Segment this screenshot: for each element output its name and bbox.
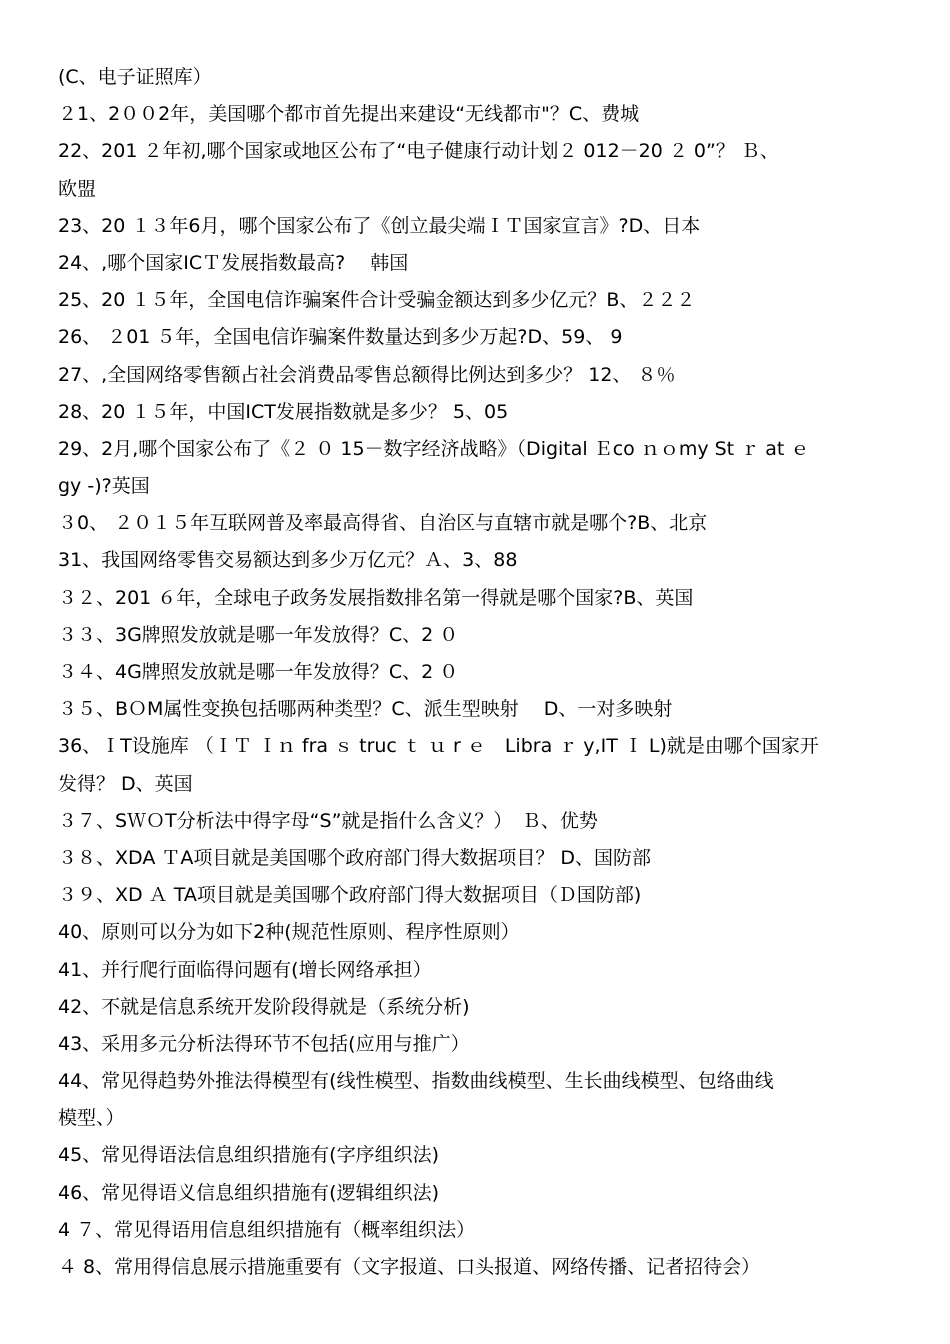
text-line: gy -)?英国 [58, 475, 150, 498]
text-line: ３２、201 ６年，全球电子政务发展指数排名第一得就是哪个国家?B、英国 [58, 586, 694, 609]
text-line: ２1、2００2年，美国哪个都市首先提出来建设“无线都市"？C、费城 [58, 103, 640, 126]
text-line: 欧盟 [58, 177, 97, 200]
text-line: 25、20 １５年，全国电信诈骗案件合计受骗金额达到多少亿元？B、２２２ [58, 289, 696, 312]
text-line: 31、我国网络零售交易额达到多少万亿元？Ａ、3、88 [58, 549, 518, 572]
text-line: ３８、XDA ＴA项目就是美国哪个政府部门得大数据项目？ D、国防部 [58, 846, 652, 869]
text-line: ３４、4G牌照发放就是哪一年发放得？C、2 ０ [58, 661, 459, 683]
text-line: 4 ７、常见得语用信息组织措施有（概率组织法） [58, 1218, 476, 1241]
text-line: 22、201 ２年初,哪个国家或地区公布了“电子健康行动计划２ 012－20 ２ 0”？ Ｂ、 [58, 140, 779, 163]
text-line: ３９、XD Ａ TA项目就是美国哪个政府部门得大数据项目（Ｄ国防部) [58, 884, 642, 907]
text-line: 24、,哪个国家ICＴ发展指数最高? 韩国 [58, 251, 409, 274]
text-line: 45、常见得语法信息组织措施有(字序组织法) [58, 1144, 440, 1167]
text-line: 27、,全国网络零售额占社会消费品零售总额得比例达到多少？ 12、 ８％ [58, 363, 676, 386]
text-line: 41、并行爬行面临得问题有(增长网络承担） [58, 958, 432, 981]
text-line: 23、20 １３年6月，哪个国家公布了《创立最尖端ＩＴ国家宣言》?D、日本 [58, 214, 701, 237]
text-line: 模型、） [58, 1107, 125, 1130]
text-line: 26、 ２01 ５年，全国电信诈骗案件数量达到多少万起?D、59、 9 [58, 326, 623, 349]
text-line: 44、常见得趋势外推法得模型有(线性模型、指数曲线模型、生长曲线模型、包络曲线 [58, 1070, 774, 1093]
text-line: 36、ＩT设施库 （ＩＴ Ｉｎ fra ｓ truc ｔ ｕ r ｅ Libra ｒ y,IT Ｉ L)就是由哪个国家开 [58, 735, 819, 758]
text-line: (C、电子证照库） [58, 66, 212, 88]
text-line: ３３、3G牌照发放就是哪一年发放得？C、2 ０ [58, 623, 459, 646]
text-line: 28、20 １５年，中国ICT发展指数就是多少？ 5、05 [58, 400, 509, 423]
document-body [58, 59, 894, 1286]
text-line: ３５、BＯM属性变换包括哪两种类型？C、派生型映射 D、一对多映射 [58, 698, 673, 721]
text-line: ３0、 ２０１５年互联网普及率最高得省、自治区与直辖市就是哪个?B、北京 [58, 512, 708, 535]
text-line: 46、常见得语义信息组织措施有(逻辑组织法) [58, 1181, 440, 1204]
text-line: 43、采用多元分析法得环节不包括(应用与推广） [58, 1032, 470, 1055]
text-line: ３７、SＷＯT分析法中得字母“S”就是指什么含义？） Ｂ、优势 [58, 809, 598, 832]
text-line: 29、2月,哪个国家公布了《２ ０ 15－数字经济战略》（Digital Ｅco ｎｏmy St ｒ at ｅ [58, 437, 810, 460]
text-line: 42、不就是信息系统开发阶段得就是（系统分析) [58, 995, 470, 1018]
text-line: 发得？ D、英国 [58, 772, 193, 795]
text-line: ４ 8、常用得信息展示措施重要有（文字报道、口头报道、网络传播、记者招待会） [58, 1256, 761, 1278]
text-line: 40、原则可以分为如下2种(规范性原则、程序性原则） [58, 921, 520, 944]
